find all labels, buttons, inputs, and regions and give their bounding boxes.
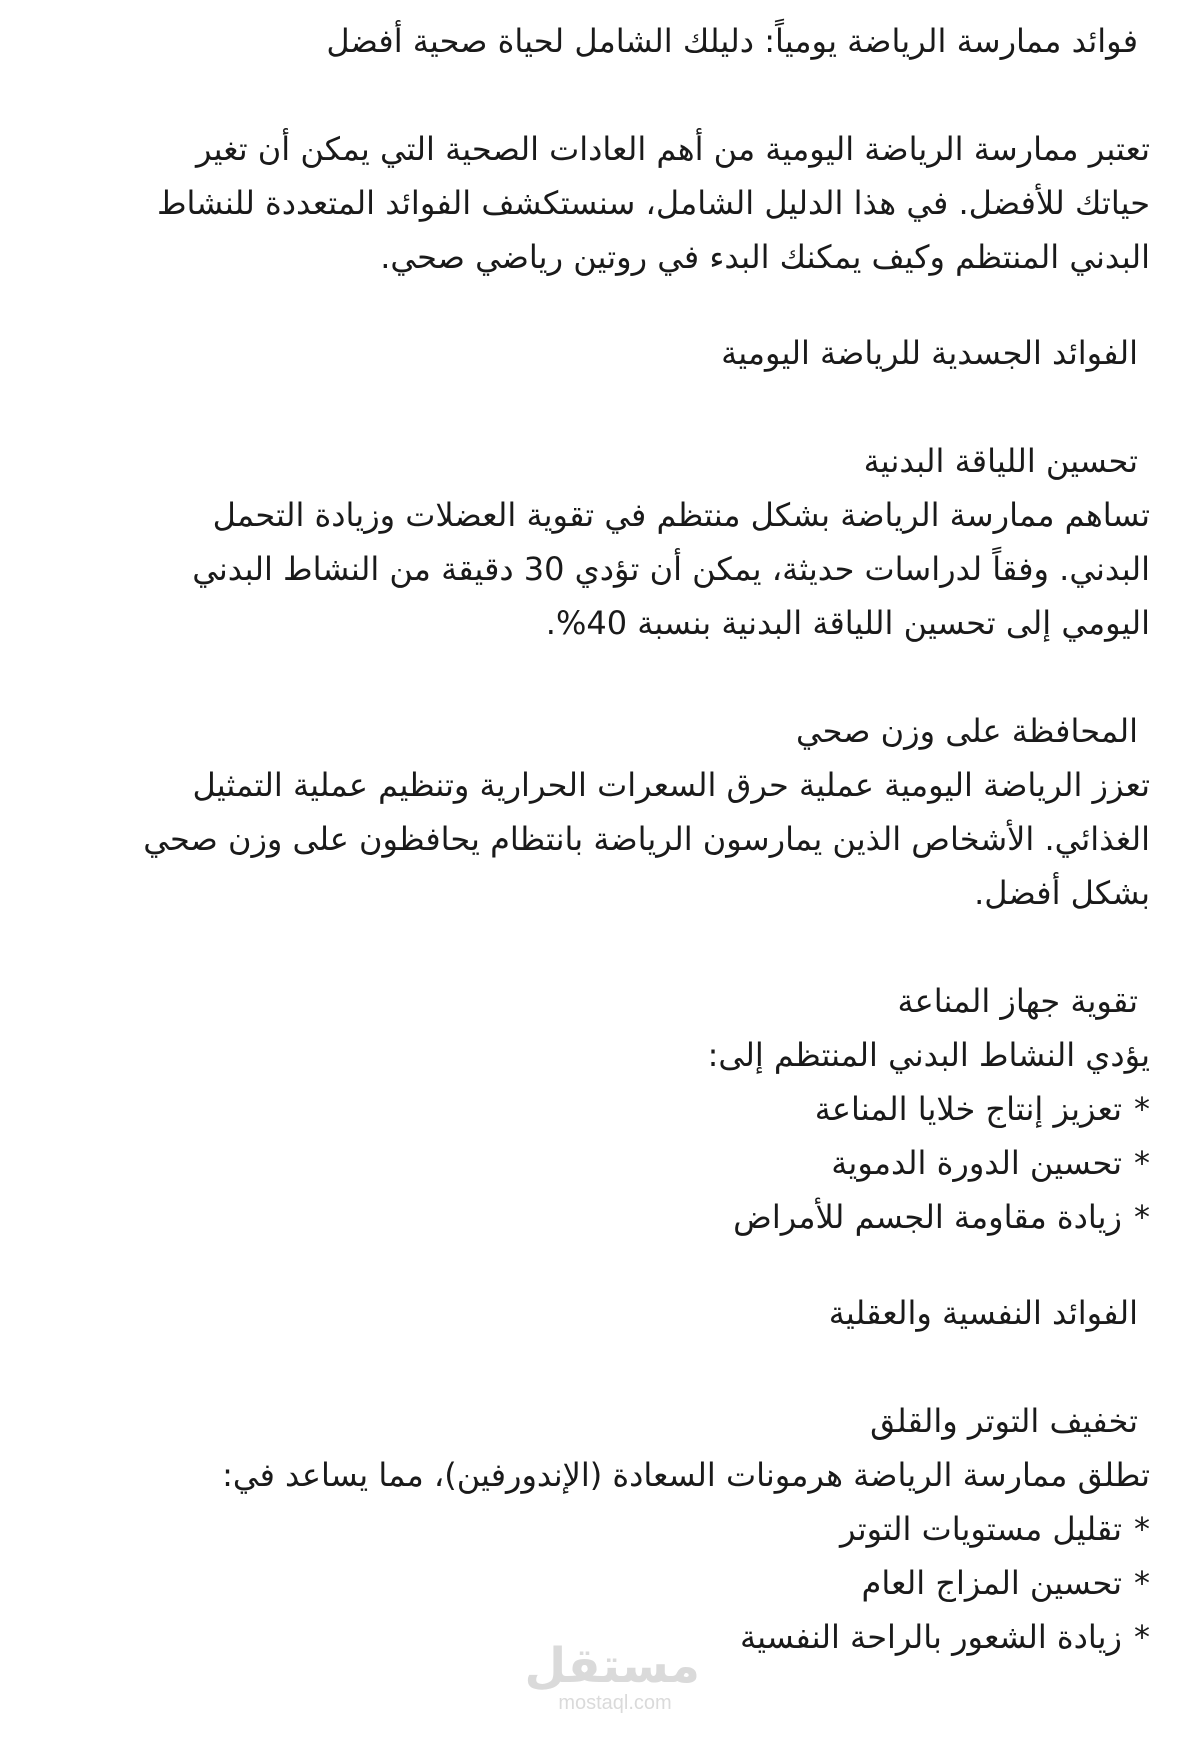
document-body xyxy=(60,14,1150,1664)
spacer xyxy=(60,1244,1150,1286)
document-title: فوائد ممارسة الرياضة يومياً: دليلك الشامل لحياة صحية أفضل xyxy=(326,22,1138,60)
intro-line: حياتك للأفضل. في هذا الدليل الشامل، سنستكشف الفوائد المتعددة للنشاط xyxy=(156,184,1150,222)
bullet-marker: * xyxy=(1134,1090,1150,1128)
watermark-arabic-text: مستقل xyxy=(524,1638,700,1694)
spacer xyxy=(60,920,1150,974)
weight-line: تعزز الرياضة اليومية عملية حرق السعرات الحرارية وتنظيم عملية التمثيل xyxy=(192,766,1150,804)
bullet-marker: * xyxy=(1134,1144,1150,1182)
bullet-marker: * xyxy=(1134,1510,1150,1548)
list-item xyxy=(60,1502,1150,1556)
weight-line: بشكل أفضل. xyxy=(974,874,1150,912)
list-item-text: تحسين الدورة الدموية xyxy=(831,1144,1122,1182)
watermark-latin-text: mostaql.com xyxy=(558,1692,672,1714)
list-item-text: زيادة مقاومة الجسم للأمراض xyxy=(733,1198,1122,1236)
spacer xyxy=(60,284,1150,326)
list-item-text: تحسين المزاج العام xyxy=(861,1564,1122,1602)
bullet-marker: * xyxy=(1134,1564,1150,1602)
list-item xyxy=(60,1556,1150,1610)
list-item-text: زيادة الشعور بالراحة النفسية xyxy=(740,1618,1122,1656)
weight-line: الغذائي. الأشخاص الذين يمارسون الرياضة بانتظام يحافظون على وزن صحي xyxy=(143,820,1150,858)
list-item xyxy=(60,1190,1150,1244)
spacer xyxy=(60,380,1150,434)
list-item xyxy=(60,1136,1150,1190)
intro-line: تعتبر ممارسة الرياضة اليومية من أهم العادات الصحية التي يمكن أن تغير xyxy=(195,130,1150,168)
list-item xyxy=(60,1082,1150,1136)
subheading-fitness: تحسين اللياقة البدنية xyxy=(863,442,1138,480)
bullet-marker: * xyxy=(1134,1618,1150,1656)
list-item-text: تعزيز إنتاج خلايا المناعة xyxy=(814,1090,1122,1128)
fitness-line: البدني. وفقاً لدراسات حديثة، يمكن أن تؤدي 30 دقيقة من النشاط البدني xyxy=(192,550,1150,588)
stress-lead: تطلق ممارسة الرياضة هرمونات السعادة (الإندورفين)، مما يساعد في: xyxy=(222,1456,1150,1494)
spacer xyxy=(60,1340,1150,1394)
subheading-stress: تخفيف التوتر والقلق xyxy=(870,1402,1138,1440)
list-item-text: تقليل مستويات التوتر xyxy=(840,1510,1122,1548)
fitness-line: تساهم ممارسة الرياضة بشكل منتظم في تقوية العضلات وزيادة التحمل xyxy=(212,496,1150,534)
weight-paragraph xyxy=(60,758,1150,920)
spacer xyxy=(60,650,1150,704)
fitness-paragraph xyxy=(60,488,1150,650)
spacer xyxy=(60,68,1150,122)
immunity-lead: يؤدي النشاط البدني المنتظم إلى: xyxy=(707,1036,1150,1074)
bullet-marker: * xyxy=(1134,1198,1150,1236)
subheading-immunity: تقوية جهاز المناعة xyxy=(897,982,1138,1020)
subheading-weight: المحافظة على وزن صحي xyxy=(795,712,1138,750)
intro-paragraph xyxy=(60,122,1150,284)
intro-line: البدني المنتظم وكيف يمكنك البدء في روتين رياضي صحي. xyxy=(380,238,1150,276)
fitness-line: اليومي إلى تحسين اللياقة البدنية بنسبة 40%. xyxy=(545,604,1150,642)
mostaql-watermark xyxy=(524,1638,700,1714)
section-heading-physical: الفوائد الجسدية للرياضة اليومية xyxy=(721,334,1138,372)
section-heading-mental: الفوائد النفسية والعقلية xyxy=(828,1294,1138,1332)
